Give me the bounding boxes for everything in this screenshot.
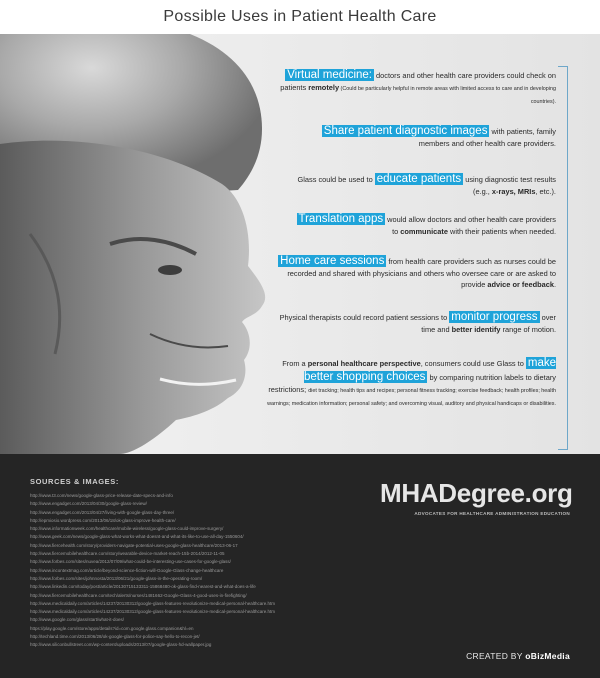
source-link[interactable]: http://www.engadget.com/2013/04/27/living-with-google-glass-day-three/ bbox=[30, 509, 175, 515]
highlight-share-images: Share patient diagnostic images bbox=[323, 125, 488, 137]
page-title: Possible Uses in Patient Health Care bbox=[0, 0, 600, 34]
source-link[interactable]: http://www.geek.com/news/google-glass-what-works-what-doesnt-and-what-its-like-to-use-all-day-1550604/ bbox=[30, 534, 244, 540]
source-link[interactable]: http://www.google.com/glass/start/what-it-does/ bbox=[30, 617, 125, 623]
footer bbox=[0, 454, 600, 678]
source-link[interactable]: http://www.informationweek.com/healthcare/mobile-wireless/google-glass-could-improve-surgery/ bbox=[30, 526, 224, 532]
highlight-home-care: Home care sessions bbox=[280, 255, 385, 267]
use-share-images: Share patient diagnostic images with patients, family members and other health care providers. bbox=[323, 125, 556, 148]
use-shopping-choices: From a personal healthcare perspective, consumers could use Glass to make better shopping choices by comparing nutrition labels to dietary restrictions; diet tracking; health tips and recipes; personal fitness tracking; exercise feedback; health profiles; health warnings; medication information; personal safety; and overcoming visual, auditory and physical handicaps or disabilities. bbox=[267, 357, 556, 407]
created-by: CREATED BY oBizMedia bbox=[466, 651, 570, 661]
highlight-translation-apps: Translation apps bbox=[298, 213, 384, 225]
source-link[interactable]: http://www.t3.com/news/google-glass-price-release-date-specs-and-info bbox=[30, 493, 173, 498]
source-link[interactable]: http://www.incontextmag.com/article/beyond-science-fiction-will-Google-Glass-change-healthcare bbox=[30, 567, 224, 573]
sources-list bbox=[30, 492, 390, 650]
source-link[interactable]: http://www.medicaldaily.com/articles/14237/20130312/google-glass-features-revolutionize-medical-personal-healthcare.htm bbox=[30, 600, 276, 606]
hero-section bbox=[0, 34, 600, 454]
source-link[interactable]: http://www.forbes.com/sites/johnnosta/2013/06/21/google-glass-in-the-operating-room/ bbox=[30, 575, 203, 581]
source-link[interactable]: http://epmiosio.wordpress.com/2013/06/18/ok-glass-improve-health-care/ bbox=[30, 517, 176, 523]
brand-tagline: ADVOCATES FOR HEALTHCARE ADMINISTRATION EDUCATION bbox=[414, 511, 570, 516]
brand-logo: MHADegree.org bbox=[380, 478, 573, 508]
highlight-monitor-progress: monitor progress bbox=[451, 311, 538, 323]
uses-panel bbox=[268, 66, 568, 450]
source-link[interactable]: http://www.fiercemobilehealthcare.com/story/wearable-device-market-reach-15b-2014/2012-11-05 bbox=[30, 551, 225, 557]
creator-name: oBizMedia bbox=[525, 651, 570, 661]
highlight-virtual-medicine: Virtual medicine: bbox=[287, 69, 372, 81]
use-home-care: Home care sessions from health care providers such as nurses could be recorded and shared with physicians and others who oversee care or are asked to provide advice or feedback. bbox=[280, 255, 556, 289]
source-link[interactable]: http://www.medicaldaily.com/articles/14237/20130312/google-glass-features-revolutionize-medical-personal-healthcare.htm bbox=[30, 609, 276, 615]
panel-bracket bbox=[558, 66, 568, 450]
use-translation-apps: Translation apps would allow doctors and other health care providers to communicate with their patients when needed. bbox=[298, 213, 556, 236]
source-link[interactable]: https://play.google.com/store/apps/details?id=com.google.glass.companion&hl=en bbox=[30, 625, 194, 631]
sources-heading: SOURCES & IMAGES: bbox=[30, 477, 119, 486]
source-link[interactable]: http://techland.time.com/2013/06/28/ok-google-glass-for-police-say-hello-to-recon-jet/ bbox=[30, 634, 200, 640]
source-link[interactable]: http://www.forbes.com/sites/nuvea/2012/07/09/what-could-be-interesting-use-cases-for-google-glass/ bbox=[30, 559, 231, 565]
use-educate-patients: Glass could be used to educate patients using diagnostic test results (e.g., x-rays, MRIs, etc.). bbox=[297, 173, 556, 196]
source-link[interactable]: http://www.siliconbullstreet.com/wp-content/uploads/2013/07/google-glass-hd-wallpaper.jpg bbox=[30, 642, 212, 648]
source-link[interactable]: http://www.linkedin.com/today/post/article/20130715133311-15868480-ok-glass-find-nearest-and-what-does-a-life bbox=[30, 584, 256, 590]
highlight-shopping-choices: make better shopping choices bbox=[303, 357, 556, 383]
source-link[interactable]: http://www.fiercemobilehealthcare.com/tech/alerts/nurses/1481662-Google-Glass-4-good-uses-in-firefighting/ bbox=[30, 592, 247, 598]
source-link[interactable]: http://www.fiercehealth.com/story/providers-navigate-potential-uses-google-glass-healthcare/2013-06-17 bbox=[30, 542, 238, 548]
use-monitor-progress: Physical therapists could record patient sessions to monitor progress over time and better identify range of motion. bbox=[279, 311, 556, 334]
use-virtual-medicine: Virtual medicine: doctors and other health care providers could check on patients remotely (Could be particularly helpful in remote areas with limited access to care and in developing countries). bbox=[280, 69, 556, 105]
highlight-educate-patients: educate patients bbox=[376, 173, 462, 185]
source-link[interactable]: http://www.engadget.com/2013/04/30/google-glass-review/ bbox=[30, 501, 147, 507]
